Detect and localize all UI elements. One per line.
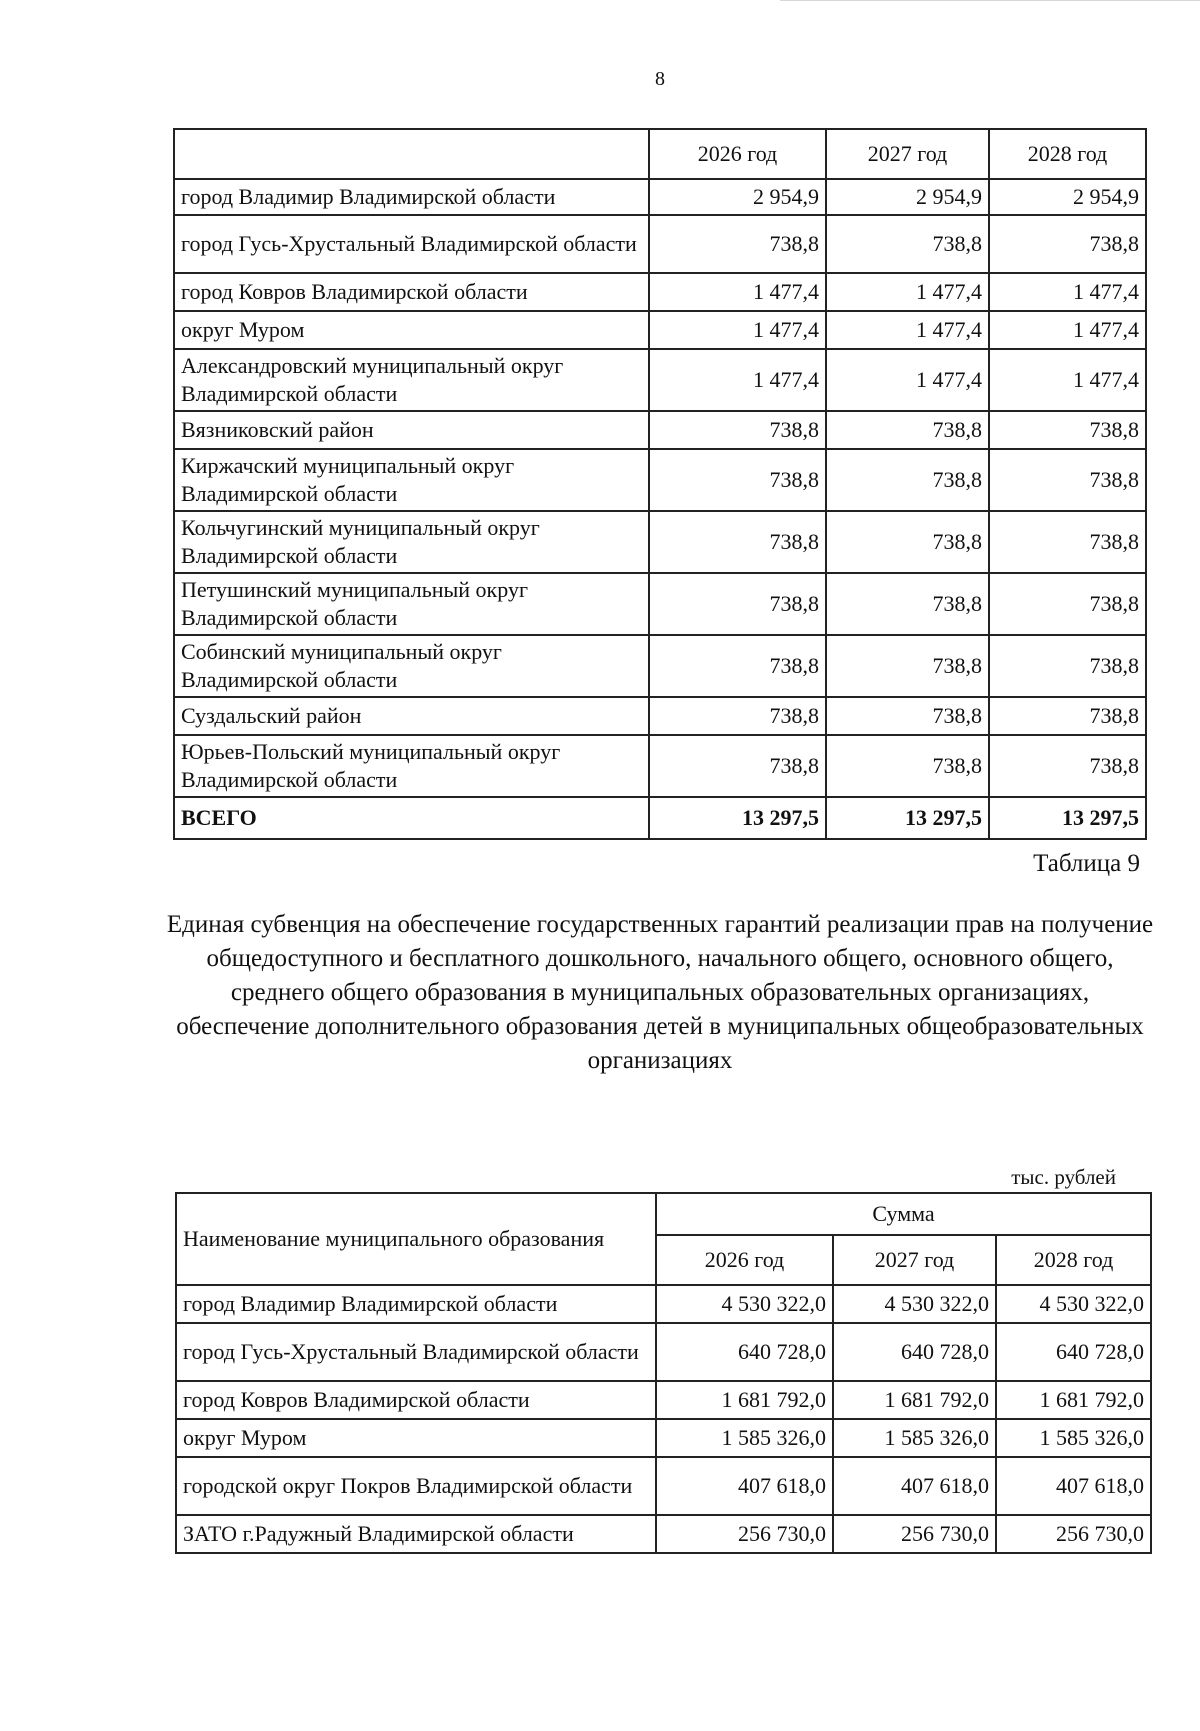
value-2026: 738,8 (649, 573, 826, 635)
value-2028: 407 618,0 (996, 1457, 1151, 1515)
row-name: городской округ Покров Владимирской области (176, 1457, 656, 1515)
units-label: тыс. рублей (1011, 1165, 1116, 1189)
value-2026: 1 681 792,0 (656, 1381, 833, 1419)
value-2027: 2 954,9 (826, 179, 989, 215)
table-row (174, 311, 1146, 349)
table-header-row (176, 1193, 1151, 1235)
table-row (176, 1381, 1151, 1419)
table-row (174, 635, 1146, 697)
value-2026: 738,8 (649, 411, 826, 449)
scan-edge-line (780, 0, 1200, 1)
total-label: ВСЕГО (174, 797, 649, 839)
value-2027: 738,8 (826, 449, 989, 511)
row-name: город Гусь-Хрустальный Владимирской области (176, 1323, 656, 1381)
value-2028: 738,8 (989, 735, 1146, 797)
value-2028: 738,8 (989, 411, 1146, 449)
table-row (174, 411, 1146, 449)
header-empty (174, 129, 649, 179)
table-row (174, 349, 1146, 411)
header-municipality-name: Наименование муниципального образования (176, 1193, 656, 1285)
value-2028: 1 585 326,0 (996, 1419, 1151, 1457)
value-2026: 4 530 322,0 (656, 1285, 833, 1323)
header-year-2027: 2027 год (826, 129, 989, 179)
total-2027: 13 297,5 (826, 797, 989, 839)
total-row (174, 797, 1146, 839)
value-2027: 1 681 792,0 (833, 1381, 996, 1419)
table-9-title: Единая субвенция на обеспечение государственных гарантий реализации прав на получение общедоступного и бесплатного дошкольного, начального общего, основного общего, среднего общего образования в муниципальных образовательных организациях, обеспечение дополнительного образования детей в муниципальных общеобразовательных организациях (166, 911, 1154, 1074)
value-2028: 1 681 792,0 (996, 1381, 1151, 1419)
value-2026: 640 728,0 (656, 1323, 833, 1381)
value-2028: 738,8 (989, 635, 1146, 697)
value-2027: 1 477,4 (826, 311, 989, 349)
page-number: 8 (655, 68, 665, 90)
table-row (174, 511, 1146, 573)
row-name: город Гусь-Хрустальный Владимирской области (174, 215, 649, 273)
table-row (176, 1285, 1151, 1323)
header-sum: Сумма (656, 1193, 1151, 1235)
value-2028: 738,8 (989, 511, 1146, 573)
table-row (176, 1323, 1151, 1381)
value-2026: 738,8 (649, 511, 826, 573)
table-row (176, 1419, 1151, 1457)
value-2026: 738,8 (649, 215, 826, 273)
table-row (176, 1515, 1151, 1553)
row-name: округ Муром (176, 1419, 656, 1457)
value-2026: 1 477,4 (649, 273, 826, 311)
row-name: Суздальский район (174, 697, 649, 735)
table-row (174, 697, 1146, 735)
value-2026: 407 618,0 (656, 1457, 833, 1515)
table-row (174, 179, 1146, 215)
value-2027: 407 618,0 (833, 1457, 996, 1515)
table-9 (175, 1192, 1152, 1554)
total-2028: 13 297,5 (989, 797, 1146, 839)
header-year-2026: 2026 год (656, 1235, 833, 1285)
value-2028: 738,8 (989, 215, 1146, 273)
value-2026: 256 730,0 (656, 1515, 833, 1553)
value-2028: 1 477,4 (989, 273, 1146, 311)
row-name: город Владимир Владимирской области (174, 179, 649, 215)
value-2027: 738,8 (826, 411, 989, 449)
value-2028: 1 477,4 (989, 311, 1146, 349)
row-name: Кольчугинский муниципальный округ Владимирской области (174, 511, 649, 573)
row-name: город Владимир Владимирской области (176, 1285, 656, 1323)
table-row (176, 1457, 1151, 1515)
table-9-label: Таблица 9 (1033, 850, 1140, 877)
header-year-2027: 2027 год (833, 1235, 996, 1285)
table-row (174, 449, 1146, 511)
value-2028: 738,8 (989, 573, 1146, 635)
row-name: округ Муром (174, 311, 649, 349)
value-2027: 4 530 322,0 (833, 1285, 996, 1323)
value-2026: 1 477,4 (649, 349, 826, 411)
value-2026: 738,8 (649, 735, 826, 797)
header-year-2026: 2026 год (649, 129, 826, 179)
row-name: город Ковров Владимирской области (176, 1381, 656, 1419)
row-name: Петушинский муниципальный округ Владимирской области (174, 573, 649, 635)
value-2028: 738,8 (989, 697, 1146, 735)
value-2026: 738,8 (649, 635, 826, 697)
value-2027: 1 477,4 (826, 349, 989, 411)
row-name: Александровский муниципальный округ Владимирской области (174, 349, 649, 411)
row-name: Вязниковский район (174, 411, 649, 449)
value-2027: 738,8 (826, 215, 989, 273)
row-name: Юрьев-Польский муниципальный округ Владимирской области (174, 735, 649, 797)
value-2028: 4 530 322,0 (996, 1285, 1151, 1323)
value-2028: 2 954,9 (989, 179, 1146, 215)
value-2028: 256 730,0 (996, 1515, 1151, 1553)
table-row (174, 573, 1146, 635)
value-2027: 256 730,0 (833, 1515, 996, 1553)
table-8-continuation (173, 128, 1147, 840)
value-2027: 738,8 (826, 511, 989, 573)
value-2026: 1 477,4 (649, 311, 826, 349)
table-row (174, 215, 1146, 273)
total-2026: 13 297,5 (649, 797, 826, 839)
row-name: Собинский муниципальный округ Владимирской области (174, 635, 649, 697)
value-2027: 738,8 (826, 573, 989, 635)
value-2026: 738,8 (649, 697, 826, 735)
value-2027: 1 585 326,0 (833, 1419, 996, 1457)
header-year-2028: 2028 год (989, 129, 1146, 179)
value-2027: 738,8 (826, 735, 989, 797)
table-header-row (174, 129, 1146, 179)
value-2028: 1 477,4 (989, 349, 1146, 411)
value-2028: 738,8 (989, 449, 1146, 511)
value-2026: 2 954,9 (649, 179, 826, 215)
header-year-2028: 2028 год (996, 1235, 1151, 1285)
value-2027: 738,8 (826, 697, 989, 735)
table-row (174, 273, 1146, 311)
value-2028: 640 728,0 (996, 1323, 1151, 1381)
value-2027: 738,8 (826, 635, 989, 697)
value-2026: 1 585 326,0 (656, 1419, 833, 1457)
table-row (174, 735, 1146, 797)
value-2026: 738,8 (649, 449, 826, 511)
row-name: Киржачский муниципальный округ Владимирской области (174, 449, 649, 511)
value-2027: 640 728,0 (833, 1323, 996, 1381)
row-name: город Ковров Владимирской области (174, 273, 649, 311)
value-2027: 1 477,4 (826, 273, 989, 311)
row-name: ЗАТО г.Радужный Владимирской области (176, 1515, 656, 1553)
